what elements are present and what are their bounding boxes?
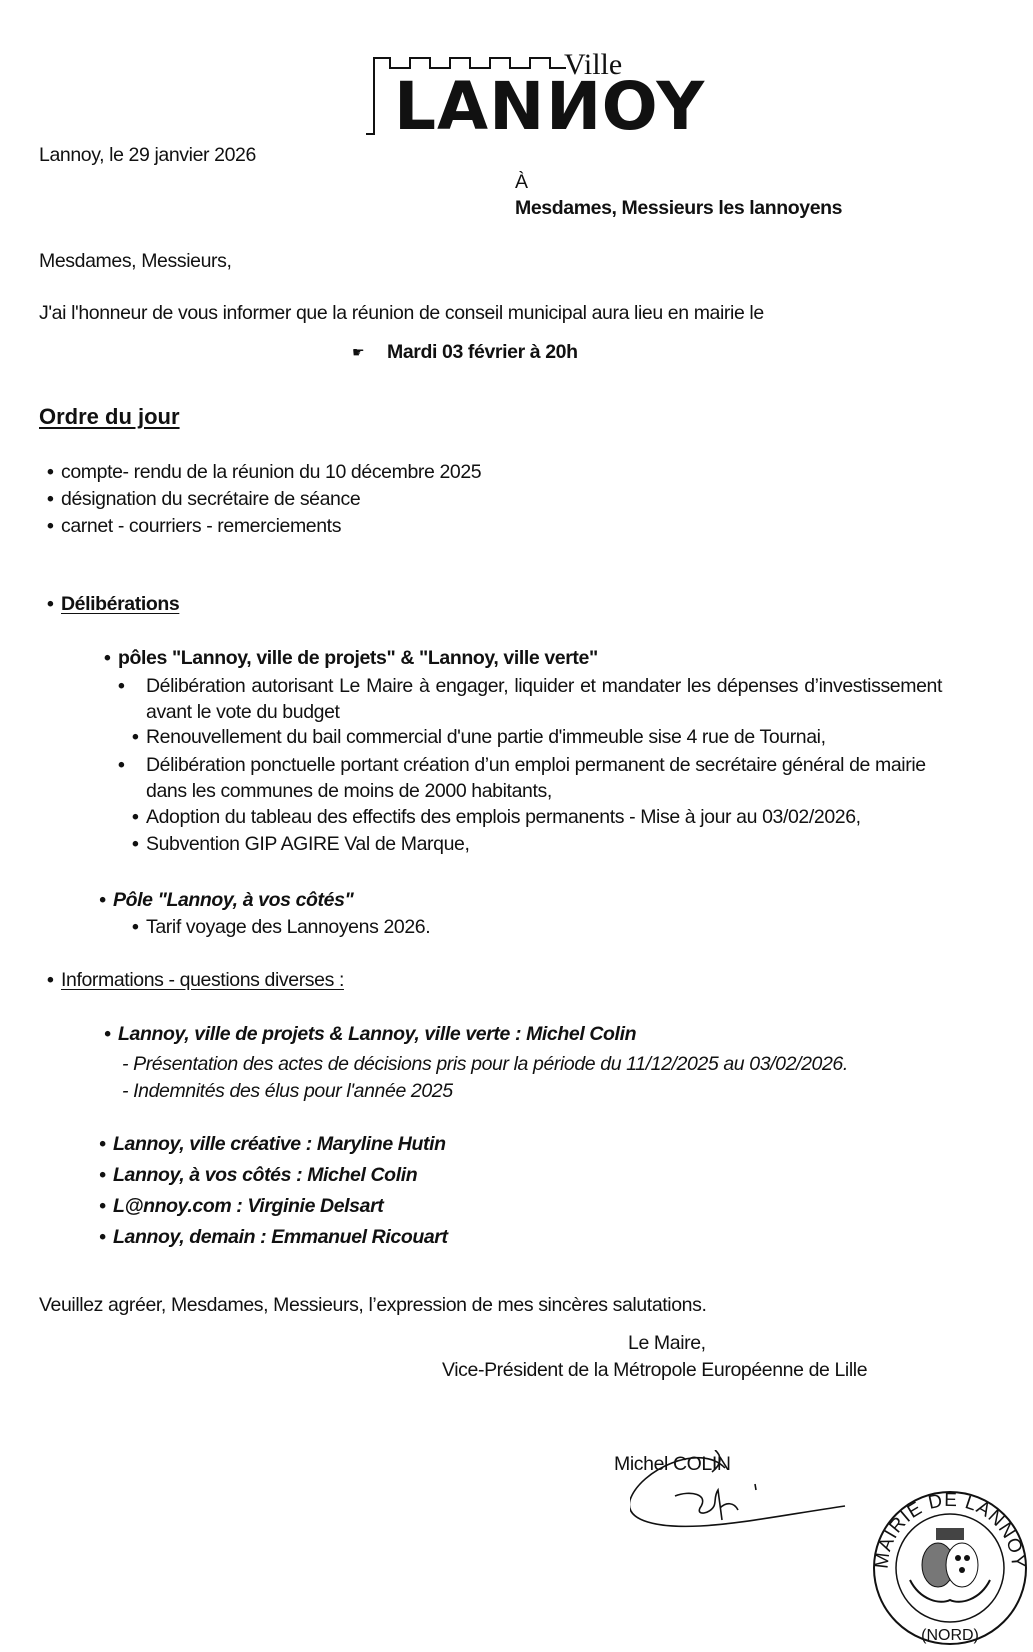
closing-formula: Veuillez agréer, Mesdames, Messieurs, l’expression de mes sincères salutations. (39, 1294, 707, 1316)
intro-paragraph: J'ai l'honneur de vous informer que la réunion de conseil municipal aura lieu en mairie le (39, 302, 764, 324)
agenda-item: • compte- rendu de la réunion du 10 décembre 2025 (47, 460, 481, 484)
logo-ville-text: Ville (564, 48, 623, 81)
recipient-prefix: À (515, 171, 528, 193)
information-item: • Lannoy, ville créative : Maryline Hutin (99, 1132, 446, 1156)
svg-text:(NORD): (NORD) (921, 1627, 979, 1644)
lannoy-logo (366, 48, 706, 145)
information-group-heading: • Lannoy, ville de projets & Lannoy, ville verte : Michel Colin (104, 1022, 636, 1046)
agenda-item: • carnet - courriers - remerciements (47, 514, 341, 538)
deliberation-item: • Tarif voyage des Lannoyens 2026. (132, 915, 430, 939)
informations-heading: • Informations - questions diverses : (47, 968, 344, 992)
deliberation-item: • Délibération ponctuelle portant création d’un emploi permanent de secrétaire général de mairie dans les communes de moins de 2000 habitants, (132, 752, 942, 804)
logo-lannoy-text: LANNOY (394, 68, 706, 145)
agenda-title: Ordre du jour (39, 404, 180, 429)
deliberations-heading: • Délibérations (47, 592, 179, 616)
date-line: Lannoy, le 29 janvier 2026 (39, 144, 256, 166)
meeting-datetime: Mardi 03 février à 20h (387, 341, 578, 363)
agenda-item: • désignation du secrétaire de séance (47, 487, 360, 511)
signature-title: Vice-Président de la Métropole Européenne de Lille (442, 1359, 868, 1381)
deliberation-item: • Délibération autorisant Le Maire à engager, liquider et mandater les dépenses d’investissement avant le vote du budget (132, 673, 942, 725)
information-subitem: - Présentation des actes de décisions pris pour la période du 11/12/2025 au 03/02/2026. (122, 1053, 848, 1075)
signature-role: Le Maire, (628, 1332, 706, 1354)
signature-name: Michel COLIN (614, 1453, 731, 1475)
recipient-name: Mesdames, Messieurs les lannoyens (515, 197, 843, 219)
svg-text:MAIRIE DE LANNOY: MAIRIE DE LANNOY (871, 1489, 1029, 1570)
information-subitem: - Indemnités des élus pour l'année 2025 (122, 1080, 453, 1102)
information-item: • Lannoy, demain : Emmanuel Ricouart (99, 1225, 448, 1249)
information-item: • L@nnoy.com : Virginie Delsart (99, 1194, 383, 1218)
pole-heading: • pôles "Lannoy, ville de projets" & "Lannoy, ville verte" (104, 646, 598, 670)
information-item: • Lannoy, à vos côtés : Michel Colin (99, 1163, 417, 1187)
deliberation-item: • Subvention GIP AGIRE Val de Marque, (132, 832, 469, 856)
pole-heading: • Pôle "Lannoy, à vos côtés" (99, 888, 353, 912)
pointing-hand-icon: ☛ (352, 344, 365, 360)
deliberation-item: • Renouvellement du bail commercial d'une partie d'immeuble sise 4 rue de Tournai, (132, 725, 826, 749)
salutation: Mesdames, Messieurs, (39, 250, 232, 272)
deliberation-item: • Adoption du tableau des effectifs des emplois permanents - Mise à jour au 03/02/2026, (132, 805, 861, 829)
town-hall-seal-icon (870, 1450, 1030, 1652)
